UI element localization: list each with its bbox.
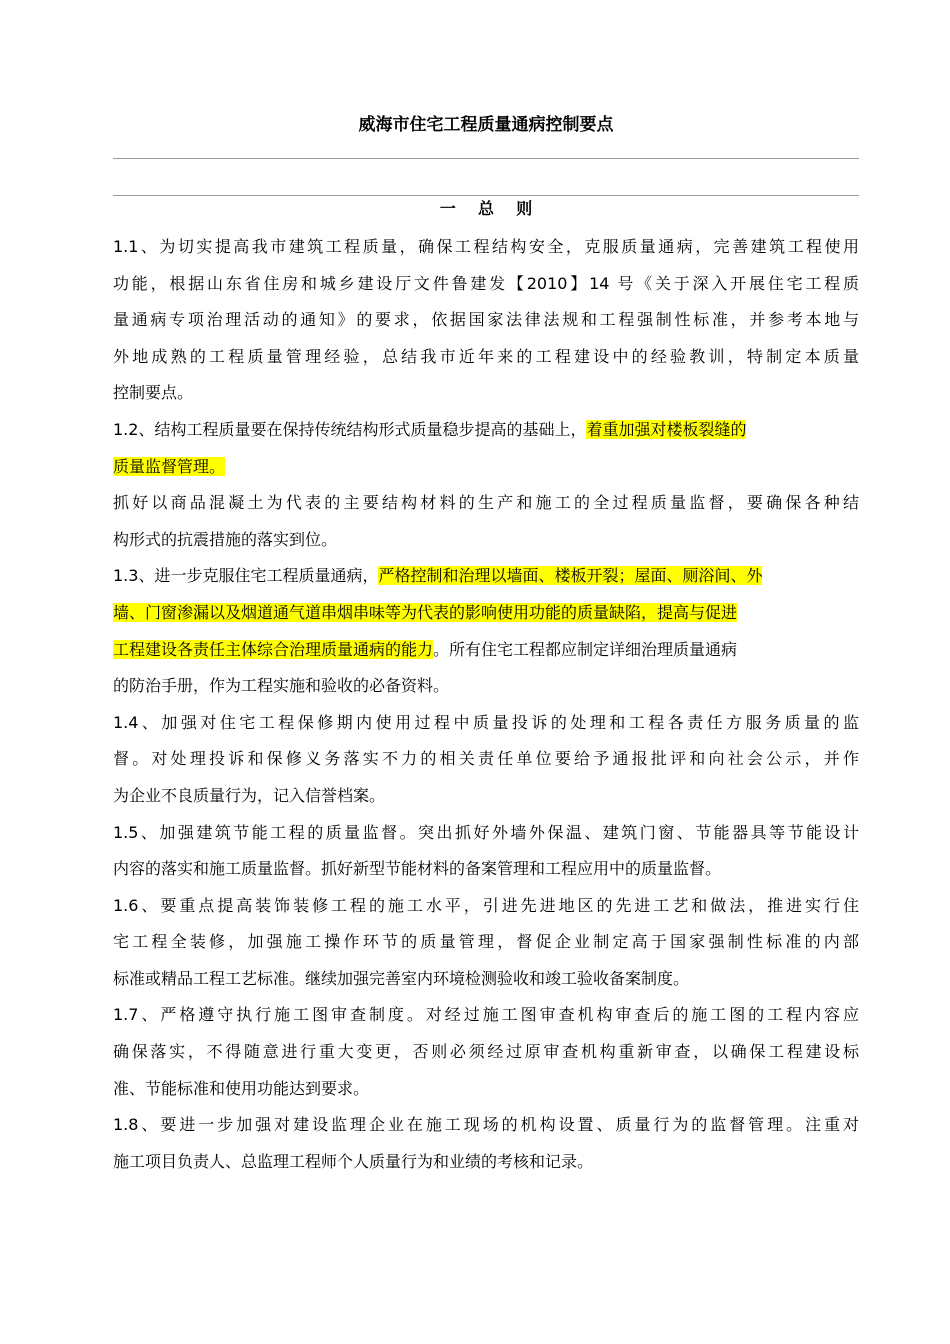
text-line: 1.1、为切实提高我市建筑工程质量，确保工程结构安全，克服质量通病，完善建筑工程使用 bbox=[113, 237, 859, 256]
paragraph-1-8 bbox=[113, 1107, 859, 1180]
text-line: 功能，根据山东省住房和城乡建设厅文件鲁建发【2010】14 号《关于深入开展住宅工程质 bbox=[113, 273, 859, 293]
text-line: 确保落实，不得随意进行重大变更，否则必须经过原审查机构重新审查，以确保工程建设标 bbox=[113, 1042, 859, 1062]
title-divider-top bbox=[113, 158, 859, 159]
document-body bbox=[113, 229, 859, 1180]
text-run: 。所有住宅工程都应制定详细治理质量通病 bbox=[433, 639, 738, 659]
paragraph-1-1 bbox=[113, 229, 859, 412]
text-line: 内容的落实和施工质量监督。抓好新型节能材料的备案管理和工程应用中的质量监督。 bbox=[113, 859, 722, 879]
text-line: 标准或精品工程工艺标准。继续加强完善室内环境检测验收和竣工验收备案制度。 bbox=[113, 968, 690, 988]
text-line bbox=[113, 558, 859, 595]
paragraph-1-5 bbox=[113, 815, 859, 888]
paragraph-1-2-continued bbox=[113, 485, 859, 558]
text-line: 宅工程全装修，加强施工操作环节的质量管理，督促企业制定高于国家强制性标准的内部 bbox=[113, 932, 859, 952]
text-line: 1.4、加强对住宅工程保修期内使用过程中质量投诉的处理和工程各责任方服务质量的监 bbox=[113, 712, 859, 732]
highlighted-text: 墙、门窗渗漏以及烟道通气道串烟串味等为代表的影响使用功能的质量缺陷，提高与促进 bbox=[113, 602, 738, 622]
text-line: 督。对处理投诉和保修义务落实不力的相关责任单位要给予通报批评和向社会公示，并作 bbox=[113, 749, 859, 769]
text-line: 量通病专项治理活动的通知》的要求，依据国家法律法规和工程强制性标准，并参考本地与 bbox=[113, 310, 859, 330]
text-line: 构形式的抗震措施的落实到位。 bbox=[113, 529, 338, 549]
text-line: 为企业不良质量行为，记入信誉档案。 bbox=[113, 785, 386, 805]
text-line: 抓好以商品混凝土为代表的主要结构材料的生产和施工的全过程质量监督，要确保各种结 bbox=[113, 493, 859, 513]
text-line: 控制要点。 bbox=[113, 383, 194, 403]
text-line: 1.7、严格遵守执行施工图审查制度。对经过施工图审查机构审查后的施工图的工程内容应 bbox=[113, 1005, 859, 1025]
text-run: 1.3、进一步克服住宅工程质量通病， bbox=[113, 566, 379, 586]
highlighted-text: 工程建设各责任主体综合治理质量通病的能力 bbox=[113, 639, 434, 659]
title-divider-bottom bbox=[113, 195, 859, 196]
highlighted-text: 严格控制和治理以墙面、楼板开裂；屋面、厕浴间、外 bbox=[378, 566, 763, 586]
text-line bbox=[113, 449, 859, 486]
paragraph-1-4 bbox=[113, 705, 859, 815]
paragraph-1-2 bbox=[113, 412, 859, 485]
text-line bbox=[113, 412, 859, 449]
paragraph-1-3 bbox=[113, 558, 859, 704]
highlighted-text: 着重加强对楼板裂缝的 bbox=[586, 419, 747, 439]
paragraph-1-6 bbox=[113, 888, 859, 998]
text-line: 1.8、要进一步加强对建设监理企业在施工现场的机构设置、质量行为的监督管理。注重对 bbox=[113, 1115, 859, 1135]
paragraph-1-7 bbox=[113, 997, 859, 1107]
text-line bbox=[113, 595, 859, 632]
text-line: 外地成熟的工程质量管理经验，总结我市近年来的工程建设中的经验教训，特制定本质量 bbox=[113, 346, 859, 366]
highlighted-text: 质量监督管理。 bbox=[113, 456, 226, 476]
text-line: 的防治手册，作为工程实施和验收的必备资料。 bbox=[113, 676, 450, 696]
text-line: 1.6、要重点提高装饰装修工程的施工水平，引进先进地区的先进工艺和做法，推进实行住 bbox=[113, 895, 859, 915]
text-run: 1.2、结构工程质量要在保持传统结构形式质量稳步提高的基础上， bbox=[113, 419, 587, 439]
text-line: 1.5、加强建筑节能工程的质量监督。突出抓好外墙外保温、建筑门窗、节能器具等节能设计 bbox=[113, 822, 859, 842]
section-heading-general-provisions: 一 总 则 bbox=[439, 199, 533, 218]
document-title: 威海市住宅工程质量通病控制要点 bbox=[358, 115, 614, 135]
text-line: 准、节能标准和使用功能达到要求。 bbox=[113, 1078, 370, 1098]
text-line bbox=[113, 632, 859, 669]
text-line: 施工项目负责人、总监理工程师个人质量行为和业绩的考核和记录。 bbox=[113, 1151, 594, 1171]
